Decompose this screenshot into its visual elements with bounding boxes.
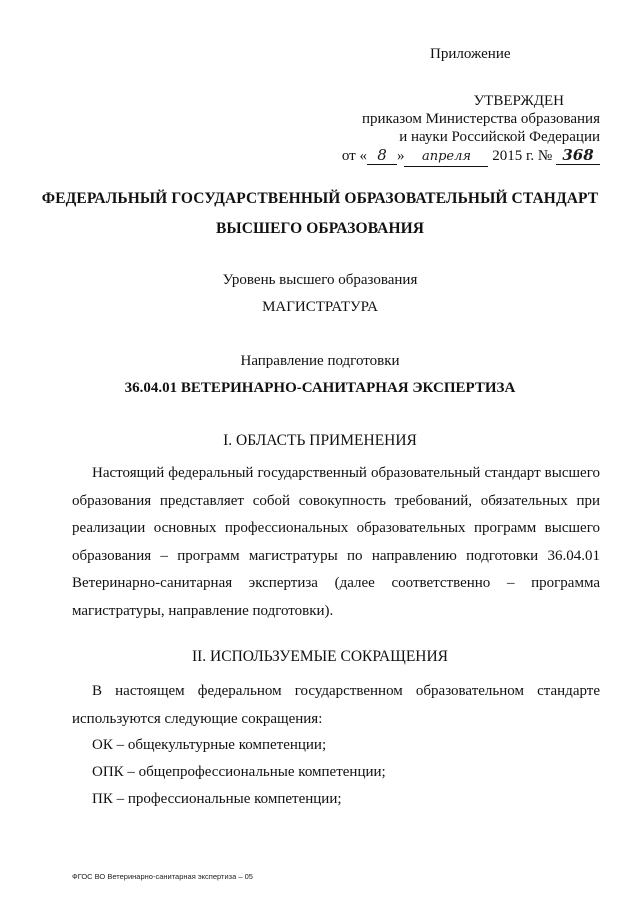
abbreviation-item: ОК – общекультурные компетенции; <box>92 737 327 753</box>
section-2-text: В настоящем федеральном государственном образовательном стандарте используются следующие сокращения: <box>72 683 600 727</box>
abbreviation-item: ОПК – общепрофессиональные компетенции; <box>92 764 386 780</box>
date-mid: » <box>396 148 405 164</box>
section-1-heading: I. ОБЛАСТЬ ПРИМЕНЕНИЯ <box>223 432 417 449</box>
title-line-2: ВЫСШЕГО ОБРАЗОВАНИЯ <box>215 220 425 237</box>
education-level-value: МАГИСТРАТУРА <box>262 299 378 315</box>
section-1-paragraph <box>72 460 600 625</box>
approved-title: УТВЕРЖДЕН <box>473 93 564 109</box>
document-title <box>0 184 640 244</box>
section-2-heading: II. ИСПОЛЬЗУЕМЫЕ СОКРАЩЕНИЯ <box>191 648 449 665</box>
title-line-1: ФЕДЕРАЛЬНЫЙ ГОСУДАРСТВЕННЫЙ ОБРАЗОВАТЕЛЬНЫЙ СТАНДАРТ <box>41 190 599 207</box>
handwritten-day: 8 <box>367 146 397 165</box>
direction-label: Направление подготовки <box>240 353 400 369</box>
handwritten-month: апреля <box>404 148 488 167</box>
approved-line-2: и науки Российской Федерации <box>399 129 600 145</box>
education-level-label: Уровень высшего образования <box>222 272 418 288</box>
abbreviation-item: ПК – профессиональные компетенции; <box>92 791 342 807</box>
section-2-paragraph <box>72 678 600 733</box>
order-date-line <box>340 146 600 167</box>
handwritten-order-number: 368 <box>556 146 600 165</box>
page-footer: ФГОС ВО Ветеринарно-санитарная экспертиза – 05 <box>72 872 253 881</box>
date-prefix: от « <box>341 148 367 164</box>
appendix-label: Приложение <box>430 46 511 62</box>
approval-block <box>340 92 600 167</box>
section-1-text: Настоящий федеральный государственный образовательный стандарт высшего образования представляет собой совокупность требований, обязательных при реализации основных профессиональных образовательных программ высшего образования – программ магистратуры по направлению подготовки 36.04.01 Ветеринарно-санитарная экспертиза (далее соответственно – программа магистратуры, направление подготовки). <box>72 465 600 619</box>
date-year: 2015 г. № <box>492 148 553 164</box>
direction-value: 36.04.01 ВЕТЕРИНАРНО-САНИТАРНАЯ ЭКСПЕРТИЗА <box>124 380 516 396</box>
approved-line-1: приказом Министерства образования <box>362 111 600 127</box>
